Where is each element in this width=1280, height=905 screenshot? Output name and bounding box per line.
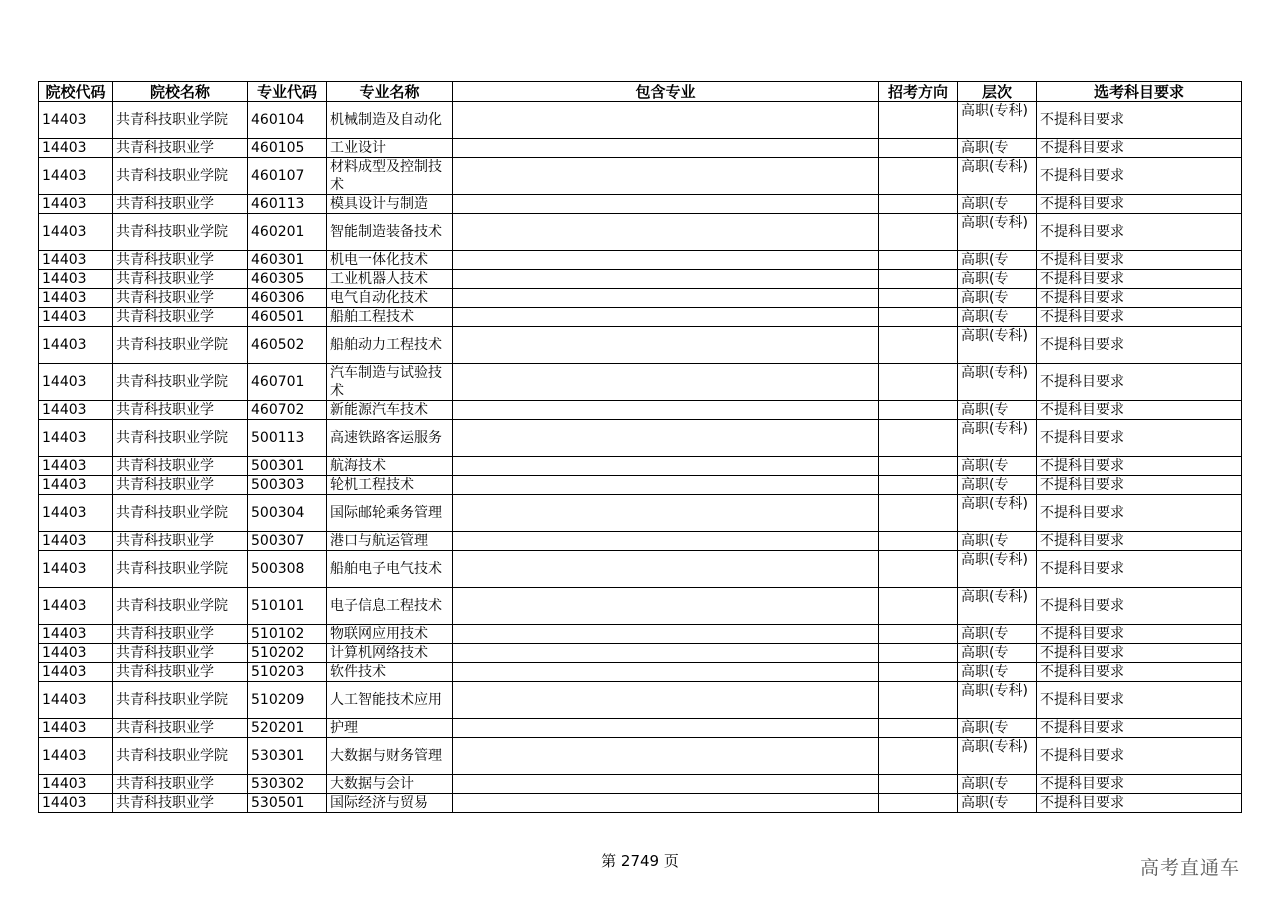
school-name-cell: 共青科技职业学	[113, 663, 248, 682]
subject-requirement-cell: 不提科目要求	[1037, 158, 1242, 195]
subject-requirement-cell: 不提科目要求	[1037, 532, 1242, 551]
included-majors-cell	[453, 738, 879, 775]
header-school-code: 院校代码	[39, 82, 113, 102]
subject-requirement-cell: 不提科目要求	[1037, 251, 1242, 270]
header-school-name: 院校名称	[113, 82, 248, 102]
school-code-cell: 14403	[39, 270, 113, 289]
level-cell: 高职(专科)	[958, 588, 1037, 625]
major-name-cell: 工业机器人技术	[327, 270, 453, 289]
level-cell: 高职(专科)	[958, 364, 1037, 401]
major-code-cell: 460113	[248, 195, 327, 214]
table-row	[39, 270, 1242, 289]
level-cell: 高职(专科)	[958, 495, 1037, 532]
major-code-cell: 460701	[248, 364, 327, 401]
school-code-cell: 14403	[39, 102, 113, 139]
level-cell: 高职(专	[958, 308, 1037, 327]
included-majors-cell	[453, 682, 879, 719]
major-code-cell: 510101	[248, 588, 327, 625]
level-cell: 高职(专	[958, 195, 1037, 214]
school-name-cell: 共青科技职业学	[113, 794, 248, 813]
major-code-cell: 530501	[248, 794, 327, 813]
subject-requirement-cell: 不提科目要求	[1037, 551, 1242, 588]
table-row	[39, 738, 1242, 775]
major-name-cell: 电气自动化技术	[327, 289, 453, 308]
major-name-cell: 软件技术	[327, 663, 453, 682]
included-majors-cell	[453, 102, 879, 139]
table-row	[39, 420, 1242, 457]
major-code-cell: 460104	[248, 102, 327, 139]
school-name-cell: 共青科技职业学	[113, 775, 248, 794]
major-name-cell: 工业设计	[327, 139, 453, 158]
direction-cell	[879, 644, 958, 663]
school-name-cell: 共青科技职业学	[113, 532, 248, 551]
level-cell: 高职(专	[958, 139, 1037, 158]
subject-requirement-cell: 不提科目要求	[1037, 644, 1242, 663]
subject-requirement-cell: 不提科目要求	[1037, 289, 1242, 308]
table-row	[39, 214, 1242, 251]
subject-requirement-cell: 不提科目要求	[1037, 327, 1242, 364]
direction-cell	[879, 195, 958, 214]
level-cell: 高职(专	[958, 775, 1037, 794]
school-name-cell: 共青科技职业学	[113, 195, 248, 214]
included-majors-cell	[453, 775, 879, 794]
included-majors-cell	[453, 625, 879, 644]
major-name-cell: 物联网应用技术	[327, 625, 453, 644]
school-name-cell: 共青科技职业学院	[113, 214, 248, 251]
subject-requirement-cell: 不提科目要求	[1037, 625, 1242, 644]
school-code-cell: 14403	[39, 327, 113, 364]
major-name-cell: 机电一体化技术	[327, 251, 453, 270]
direction-cell	[879, 775, 958, 794]
school-code-cell: 14403	[39, 794, 113, 813]
major-code-cell: 460502	[248, 327, 327, 364]
major-code-cell: 530301	[248, 738, 327, 775]
major-name-cell: 船舶电子电气技术	[327, 551, 453, 588]
direction-cell	[879, 308, 958, 327]
subject-requirement-cell: 不提科目要求	[1037, 195, 1242, 214]
included-majors-cell	[453, 588, 879, 625]
school-name-cell: 共青科技职业学	[113, 457, 248, 476]
direction-cell	[879, 682, 958, 719]
major-name-cell: 人工智能技术应用	[327, 682, 453, 719]
major-name-cell: 大数据与财务管理	[327, 738, 453, 775]
level-cell: 高职(专科)	[958, 738, 1037, 775]
header-major-name: 专业名称	[327, 82, 453, 102]
major-code-cell: 500303	[248, 476, 327, 495]
direction-cell	[879, 270, 958, 289]
major-name-cell: 轮机工程技术	[327, 476, 453, 495]
direction-cell	[879, 625, 958, 644]
table-row	[39, 719, 1242, 738]
header-row	[39, 82, 1242, 102]
direction-cell	[879, 663, 958, 682]
table-row	[39, 251, 1242, 270]
header-direction: 招考方向	[879, 82, 958, 102]
header-subject-requirement: 选考科目要求	[1037, 82, 1242, 102]
school-code-cell: 14403	[39, 738, 113, 775]
major-code-cell: 500113	[248, 420, 327, 457]
school-name-cell: 共青科技职业学	[113, 719, 248, 738]
school-name-cell: 共青科技职业学	[113, 401, 248, 420]
subject-requirement-cell: 不提科目要求	[1037, 794, 1242, 813]
school-name-cell: 共青科技职业学	[113, 644, 248, 663]
subject-requirement-cell: 不提科目要求	[1037, 588, 1242, 625]
table-row	[39, 551, 1242, 588]
level-cell: 高职(专科)	[958, 682, 1037, 719]
subject-requirement-cell: 不提科目要求	[1037, 719, 1242, 738]
major-name-cell: 高速铁路客运服务	[327, 420, 453, 457]
level-cell: 高职(专	[958, 401, 1037, 420]
table-row	[39, 495, 1242, 532]
included-majors-cell	[453, 364, 879, 401]
school-code-cell: 14403	[39, 401, 113, 420]
subject-requirement-cell: 不提科目要求	[1037, 139, 1242, 158]
header-level: 层次	[958, 82, 1037, 102]
major-code-cell: 500308	[248, 551, 327, 588]
subject-requirement-cell: 不提科目要求	[1037, 308, 1242, 327]
level-cell: 高职(专科)	[958, 420, 1037, 457]
level-cell: 高职(专	[958, 457, 1037, 476]
included-majors-cell	[453, 158, 879, 195]
included-majors-cell	[453, 327, 879, 364]
major-code-cell: 500307	[248, 532, 327, 551]
table-row	[39, 139, 1242, 158]
school-code-cell: 14403	[39, 682, 113, 719]
major-code-cell: 530302	[248, 775, 327, 794]
school-code-cell: 14403	[39, 289, 113, 308]
page-number: 第 2749 页	[601, 852, 679, 870]
included-majors-cell	[453, 551, 879, 588]
included-majors-cell	[453, 401, 879, 420]
direction-cell	[879, 738, 958, 775]
major-name-cell: 航海技术	[327, 457, 453, 476]
direction-cell	[879, 457, 958, 476]
direction-cell	[879, 251, 958, 270]
direction-cell	[879, 289, 958, 308]
major-name-cell: 机械制造及自动化	[327, 102, 453, 139]
school-code-cell: 14403	[39, 551, 113, 588]
school-name-cell: 共青科技职业学院	[113, 158, 248, 195]
school-code-cell: 14403	[39, 644, 113, 663]
school-name-cell: 共青科技职业学	[113, 251, 248, 270]
subject-requirement-cell: 不提科目要求	[1037, 401, 1242, 420]
level-cell: 高职(专	[958, 251, 1037, 270]
major-code-cell: 460107	[248, 158, 327, 195]
included-majors-cell	[453, 663, 879, 682]
school-name-cell: 共青科技职业学	[113, 308, 248, 327]
subject-requirement-cell: 不提科目要求	[1037, 214, 1242, 251]
direction-cell	[879, 327, 958, 364]
header-major-code: 专业代码	[248, 82, 327, 102]
subject-requirement-cell: 不提科目要求	[1037, 682, 1242, 719]
direction-cell	[879, 532, 958, 551]
table-row	[39, 158, 1242, 195]
included-majors-cell	[453, 270, 879, 289]
table-row	[39, 625, 1242, 644]
included-majors-cell	[453, 195, 879, 214]
table-row	[39, 775, 1242, 794]
included-majors-cell	[453, 308, 879, 327]
level-cell: 高职(专	[958, 270, 1037, 289]
school-code-cell: 14403	[39, 251, 113, 270]
included-majors-cell	[453, 214, 879, 251]
school-code-cell: 14403	[39, 625, 113, 644]
level-cell: 高职(专科)	[958, 551, 1037, 588]
direction-cell	[879, 588, 958, 625]
level-cell: 高职(专科)	[958, 102, 1037, 139]
level-cell: 高职(专	[958, 476, 1037, 495]
major-code-cell: 460306	[248, 289, 327, 308]
direction-cell	[879, 420, 958, 457]
major-code-cell: 500304	[248, 495, 327, 532]
table-row	[39, 663, 1242, 682]
major-code-cell: 460301	[248, 251, 327, 270]
major-name-cell: 国际邮轮乘务管理	[327, 495, 453, 532]
direction-cell	[879, 476, 958, 495]
major-name-cell: 材料成型及控制技术	[327, 158, 453, 195]
table-row	[39, 682, 1242, 719]
subject-requirement-cell: 不提科目要求	[1037, 663, 1242, 682]
school-name-cell: 共青科技职业学	[113, 625, 248, 644]
admission-table	[38, 81, 1242, 813]
school-code-cell: 14403	[39, 364, 113, 401]
school-code-cell: 14403	[39, 420, 113, 457]
major-code-cell: 460305	[248, 270, 327, 289]
level-cell: 高职(专科)	[958, 158, 1037, 195]
major-code-cell: 460201	[248, 214, 327, 251]
school-code-cell: 14403	[39, 532, 113, 551]
subject-requirement-cell: 不提科目要求	[1037, 457, 1242, 476]
subject-requirement-cell: 不提科目要求	[1037, 364, 1242, 401]
level-cell: 高职(专	[958, 794, 1037, 813]
table-row	[39, 327, 1242, 364]
school-name-cell: 共青科技职业学	[113, 476, 248, 495]
major-code-cell: 510203	[248, 663, 327, 682]
school-code-cell: 14403	[39, 457, 113, 476]
major-name-cell: 新能源汽车技术	[327, 401, 453, 420]
school-name-cell: 共青科技职业学院	[113, 102, 248, 139]
table-row	[39, 644, 1242, 663]
school-name-cell: 共青科技职业学院	[113, 738, 248, 775]
included-majors-cell	[453, 457, 879, 476]
major-name-cell: 大数据与会计	[327, 775, 453, 794]
school-code-cell: 14403	[39, 158, 113, 195]
major-code-cell: 460105	[248, 139, 327, 158]
school-name-cell: 共青科技职业学院	[113, 495, 248, 532]
included-majors-cell	[453, 289, 879, 308]
school-code-cell: 14403	[39, 214, 113, 251]
table-row	[39, 401, 1242, 420]
direction-cell	[879, 102, 958, 139]
subject-requirement-cell: 不提科目要求	[1037, 738, 1242, 775]
level-cell: 高职(专	[958, 663, 1037, 682]
table-row	[39, 457, 1242, 476]
major-name-cell: 汽车制造与试验技术	[327, 364, 453, 401]
included-majors-cell	[453, 532, 879, 551]
included-majors-cell	[453, 476, 879, 495]
direction-cell	[879, 794, 958, 813]
school-code-cell: 14403	[39, 588, 113, 625]
level-cell: 高职(专科)	[958, 327, 1037, 364]
major-name-cell: 智能制造装备技术	[327, 214, 453, 251]
school-name-cell: 共青科技职业学院	[113, 420, 248, 457]
direction-cell	[879, 401, 958, 420]
major-name-cell: 港口与航运管理	[327, 532, 453, 551]
school-code-cell: 14403	[39, 476, 113, 495]
school-name-cell: 共青科技职业学院	[113, 327, 248, 364]
school-code-cell: 14403	[39, 308, 113, 327]
included-majors-cell	[453, 495, 879, 532]
included-majors-cell	[453, 420, 879, 457]
level-cell: 高职(专	[958, 625, 1037, 644]
level-cell: 高职(专	[958, 644, 1037, 663]
table-row	[39, 308, 1242, 327]
school-name-cell: 共青科技职业学院	[113, 364, 248, 401]
included-majors-cell	[453, 139, 879, 158]
major-name-cell: 模具设计与制造	[327, 195, 453, 214]
direction-cell	[879, 139, 958, 158]
school-name-cell: 共青科技职业学院	[113, 588, 248, 625]
table-row	[39, 588, 1242, 625]
table-row	[39, 476, 1242, 495]
school-code-cell: 14403	[39, 719, 113, 738]
direction-cell	[879, 495, 958, 532]
school-code-cell: 14403	[39, 663, 113, 682]
school-name-cell: 共青科技职业学院	[113, 682, 248, 719]
subject-requirement-cell: 不提科目要求	[1037, 495, 1242, 532]
direction-cell	[879, 214, 958, 251]
subject-requirement-cell: 不提科目要求	[1037, 420, 1242, 457]
school-name-cell: 共青科技职业学院	[113, 551, 248, 588]
major-code-cell: 500301	[248, 457, 327, 476]
table-row	[39, 102, 1242, 139]
header-included-majors: 包含专业	[453, 82, 879, 102]
major-name-cell: 船舶动力工程技术	[327, 327, 453, 364]
watermark-logo: 高考直通车	[1140, 857, 1241, 879]
included-majors-cell	[453, 644, 879, 663]
major-code-cell: 460702	[248, 401, 327, 420]
major-name-cell: 国际经济与贸易	[327, 794, 453, 813]
level-cell: 高职(专	[958, 289, 1037, 308]
major-code-cell: 510202	[248, 644, 327, 663]
major-name-cell: 船舶工程技术	[327, 308, 453, 327]
included-majors-cell	[453, 251, 879, 270]
table-row	[39, 195, 1242, 214]
major-name-cell: 计算机网络技术	[327, 644, 453, 663]
major-code-cell: 460501	[248, 308, 327, 327]
level-cell: 高职(专	[958, 532, 1037, 551]
subject-requirement-cell: 不提科目要求	[1037, 476, 1242, 495]
level-cell: 高职(专	[958, 719, 1037, 738]
major-code-cell: 520201	[248, 719, 327, 738]
level-cell: 高职(专科)	[958, 214, 1037, 251]
school-code-cell: 14403	[39, 495, 113, 532]
school-code-cell: 14403	[39, 139, 113, 158]
table-row	[39, 364, 1242, 401]
included-majors-cell	[453, 794, 879, 813]
table-row	[39, 794, 1242, 813]
major-name-cell: 电子信息工程技术	[327, 588, 453, 625]
subject-requirement-cell: 不提科目要求	[1037, 102, 1242, 139]
direction-cell	[879, 551, 958, 588]
major-code-cell: 510209	[248, 682, 327, 719]
direction-cell	[879, 158, 958, 195]
included-majors-cell	[453, 719, 879, 738]
subject-requirement-cell: 不提科目要求	[1037, 775, 1242, 794]
direction-cell	[879, 719, 958, 738]
direction-cell	[879, 364, 958, 401]
table-row	[39, 532, 1242, 551]
table-row	[39, 289, 1242, 308]
subject-requirement-cell: 不提科目要求	[1037, 270, 1242, 289]
school-name-cell: 共青科技职业学	[113, 139, 248, 158]
school-name-cell: 共青科技职业学	[113, 270, 248, 289]
school-name-cell: 共青科技职业学	[113, 289, 248, 308]
major-name-cell: 护理	[327, 719, 453, 738]
table-body	[39, 102, 1242, 813]
major-code-cell: 510102	[248, 625, 327, 644]
school-code-cell: 14403	[39, 195, 113, 214]
school-code-cell: 14403	[39, 775, 113, 794]
